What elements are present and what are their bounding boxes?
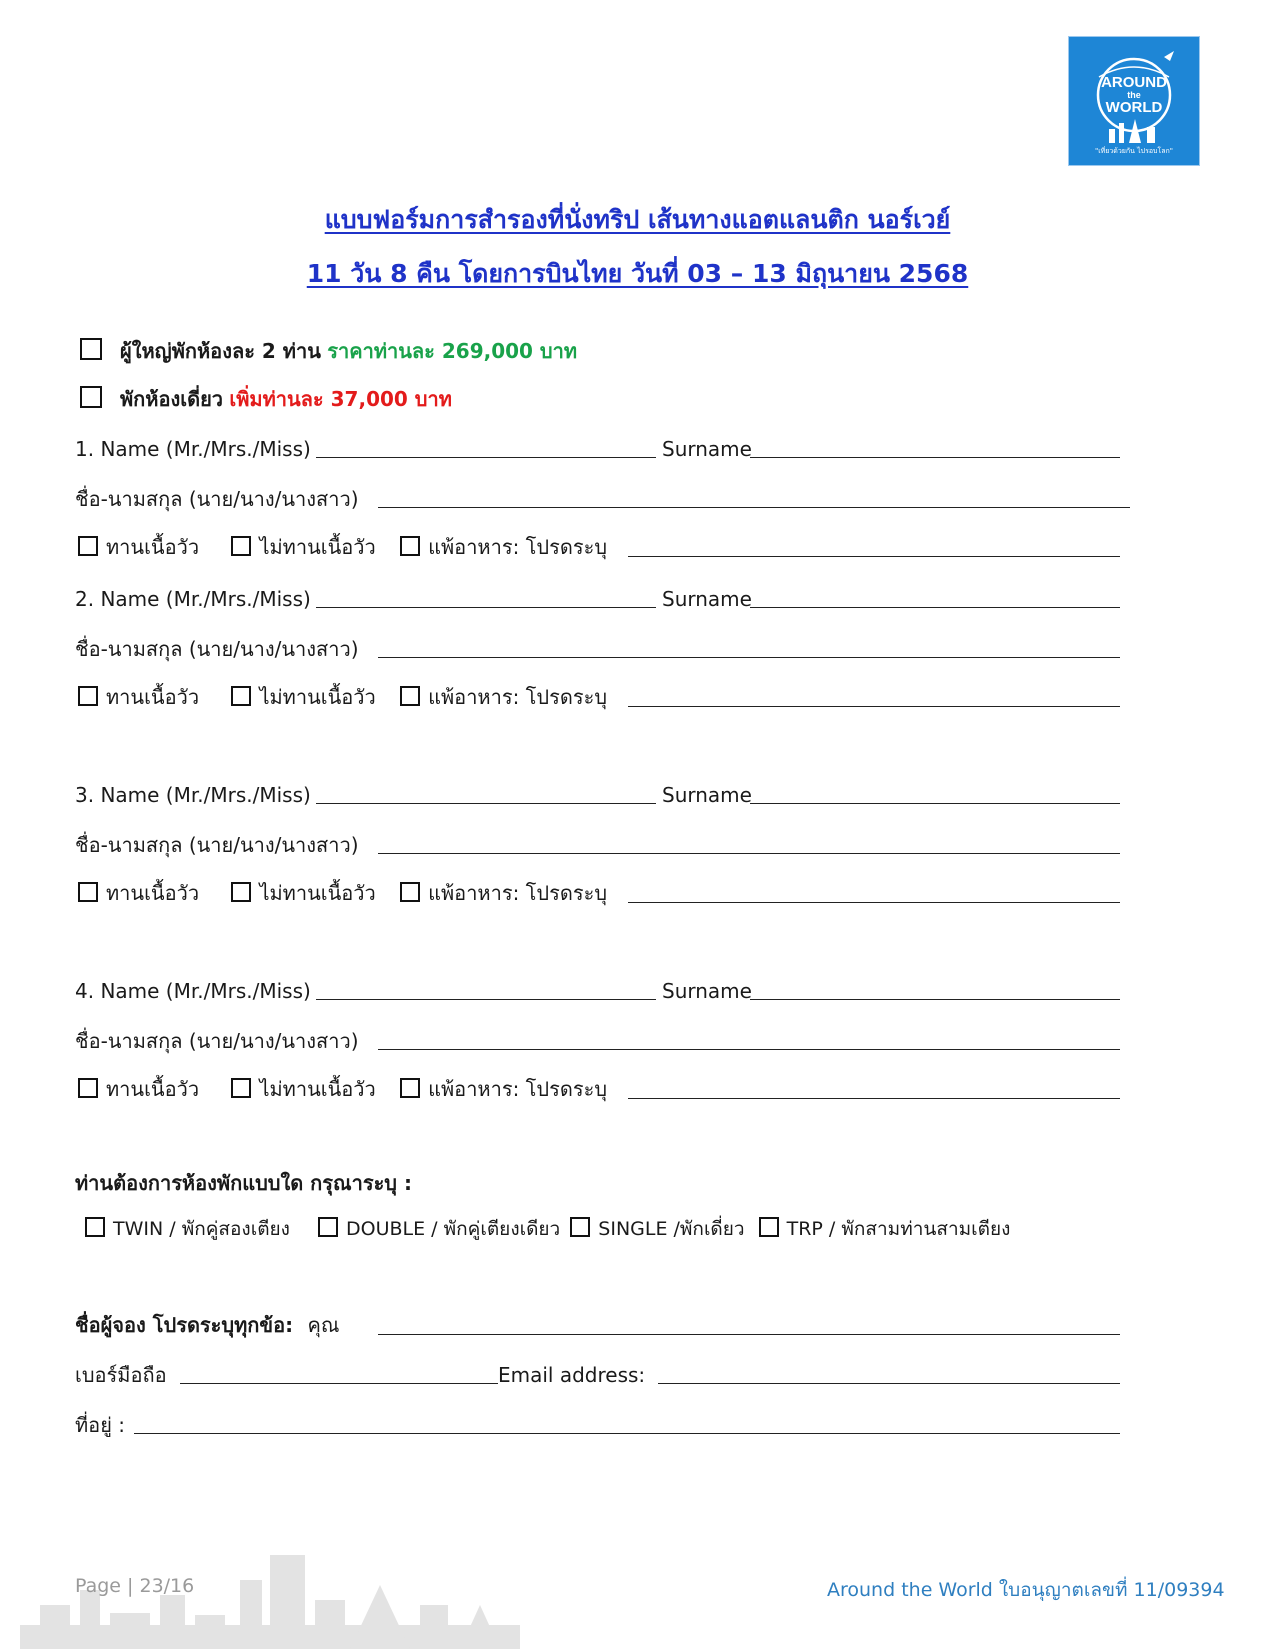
name-field[interactable] [316,999,656,1000]
beef-label: ทานเนื้อวัว [106,1077,200,1101]
surname-field[interactable] [750,607,1120,608]
beef-label: ทานเนื้อวัว [106,535,200,559]
surname-label: Surname [662,783,752,807]
name-prefix: คุณ [307,1313,340,1337]
logo-text-line: WORLD [1105,99,1163,116]
no-beef-label: ไม่ทานเนื้อวัว [259,685,376,709]
single-price: เพิ่มท่านละ 37,000 บาท [229,387,452,411]
checkbox[interactable] [80,338,102,360]
meal-options [78,684,607,710]
address-field[interactable] [134,1433,1120,1434]
room-question: ท่านต้องการห้องพักแบบใด กรุณาระบุ : [75,1171,412,1195]
checkbox[interactable] [78,536,98,556]
checkbox[interactable] [570,1217,590,1237]
allergy-label: แพ้อาหาร: โปรดระบุ [428,535,608,559]
meal-options [78,1076,607,1102]
adult-price: ราคาท่านละ 269,000 บาท [327,339,578,363]
beef-label: ทานเนื้อวัว [106,881,200,905]
thai-name-field[interactable] [378,853,1120,854]
email-field[interactable] [658,1383,1120,1384]
no-beef-label: ไม่ทานเนื้อวัว [259,1077,376,1101]
surname-field[interactable] [750,803,1120,804]
thai-name-label: ชื่อ-นามสกุล (นาย/นาง/นางสาว) [75,487,359,511]
allergy-label: แพ้อาหาร: โปรดระบุ [428,685,608,709]
name-field[interactable] [316,607,656,608]
logo-tagline: "เที่ยวด้วยกัน ไปรอบโลก" [1095,147,1173,155]
trp-label: TRP / พักสามท่านสามเตียง [786,1218,1011,1240]
name-field[interactable] [316,457,656,458]
surname-field[interactable] [750,999,1120,1000]
allergy-field[interactable] [628,556,1120,557]
checkbox[interactable] [400,882,420,902]
surname-label: Surname [662,979,752,1003]
name-label: 4. Name (Mr./Mrs./Miss) [75,979,311,1003]
checkbox[interactable] [231,882,251,902]
adult-option[interactable] [80,338,577,364]
form-title-line2: 11 วัน 8 คืน โดยการบินไทย วันที่ 03 – 13 มิถุนายน 2568 [306,259,969,288]
name-label: 3. Name (Mr./Mrs./Miss) [75,783,311,807]
checkbox[interactable] [400,686,420,706]
checkbox[interactable] [400,536,420,556]
surname-field[interactable] [750,457,1120,458]
logo-text-line: AROUND [1101,74,1167,91]
twin-label: TWIN / พักคู่สองเตียง [113,1218,290,1240]
single-room-label: SINGLE /พักเดี่ยว [598,1218,745,1240]
logo-text-line: the [1127,90,1141,100]
booker-heading: ชื่อผู้จอง โปรดระบุทุกข้อ: [75,1313,294,1337]
double-label: DOUBLE / พักคู่เตียงเดียว [346,1218,561,1240]
checkbox[interactable] [78,686,98,706]
thai-name-field[interactable] [378,507,1130,508]
checkbox[interactable] [400,1078,420,1098]
meal-options [78,880,607,906]
thai-name-label: ชื่อ-นามสกุล (นาย/นาง/นางสาว) [75,1029,359,1053]
thai-name-label: ชื่อ-นามสกุล (นาย/นาง/นางสาว) [75,833,359,857]
surname-label: Surname [662,587,752,611]
phone-label: เบอร์มือถือ [75,1363,167,1387]
checkbox[interactable] [78,1078,98,1098]
email-label: Email address: [498,1363,646,1387]
company-logo [1069,37,1199,165]
checkbox[interactable] [78,882,98,902]
checkbox[interactable] [85,1217,105,1237]
checkbox[interactable] [231,686,251,706]
beef-label: ทานเนื้อวัว [106,685,200,709]
room-type-options [85,1216,1010,1242]
checkbox[interactable] [231,1078,251,1098]
checkbox[interactable] [80,386,102,408]
thai-name-field[interactable] [378,657,1120,658]
phone-field[interactable] [180,1383,498,1384]
checkbox[interactable] [759,1217,779,1237]
thai-name-label: ชื่อ-นามสกุล (นาย/นาง/นางสาว) [75,637,359,661]
allergy-label: แพ้อาหาร: โปรดระบุ [428,1077,608,1101]
page-number: Page | 23/16 [75,1575,195,1597]
no-beef-label: ไม่ทานเนื้อวัว [259,881,376,905]
surname-label: Surname [662,437,752,461]
thai-name-field[interactable] [378,1049,1120,1050]
name-label: 1. Name (Mr./Mrs./Miss) [75,437,311,461]
allergy-field[interactable] [628,1098,1120,1099]
single-label: พักห้องเดี่ยว [120,387,224,411]
no-beef-label: ไม่ทานเนื้อวัว [259,535,376,559]
name-field[interactable] [316,803,656,804]
city-skyline-graphic [20,1545,520,1649]
single-room-option[interactable] [80,386,452,412]
name-label: 2. Name (Mr./Mrs./Miss) [75,587,311,611]
allergy-label: แพ้อาหาร: โปรดระบุ [428,881,608,905]
license-text: Around the World ใบอนุญาตเลขที่ 11/09394 [827,1579,1225,1601]
allergy-field[interactable] [628,706,1120,707]
meal-options [78,534,607,560]
booker-name-field[interactable] [378,1334,1120,1335]
checkbox[interactable] [231,536,251,556]
allergy-field[interactable] [628,902,1120,903]
form-title-line1: แบบฟอร์มการสำรองที่นั่งทริป เส้นทางแอตแลนติก นอร์เวย์ [324,205,951,234]
checkbox[interactable] [318,1217,338,1237]
booker-heading-row [75,1312,339,1338]
address-label: ที่อยู่ : [75,1413,126,1437]
adult-label: ผู้ใหญ่พักห้องละ 2 ท่าน [120,339,321,363]
